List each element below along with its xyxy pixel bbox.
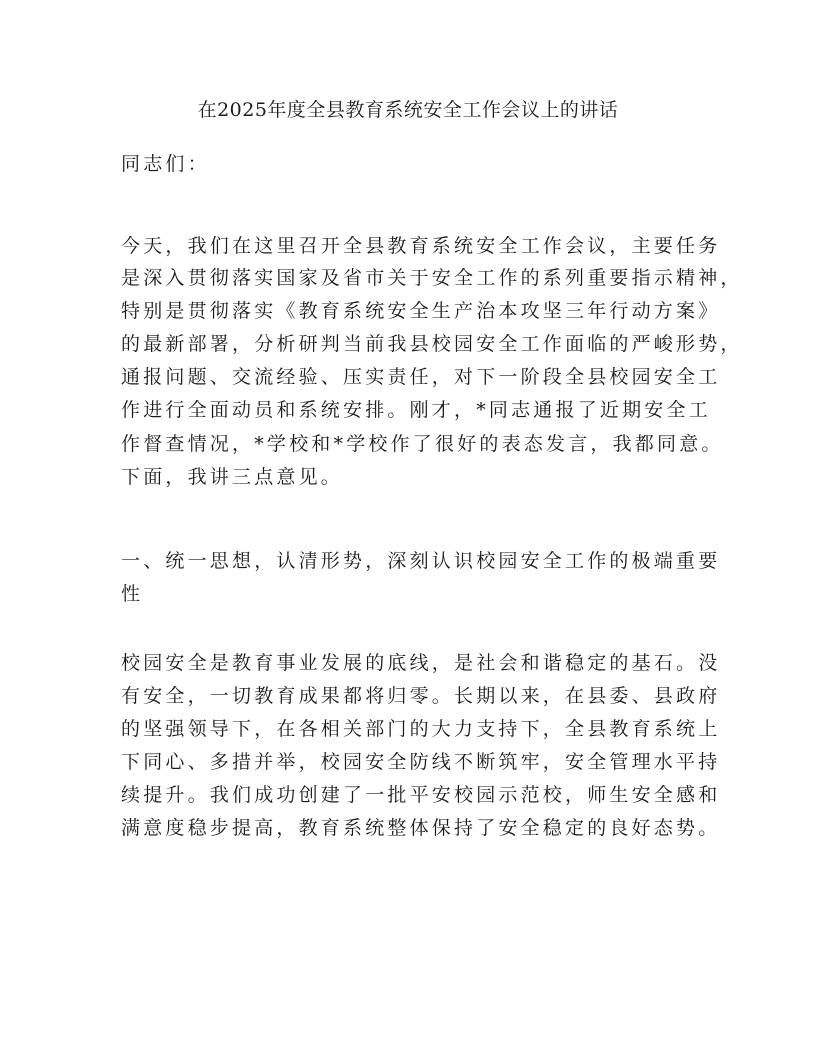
document-title: 在2025年度全县教育系统安全工作会议上的讲话 bbox=[197, 99, 619, 121]
heading-line: 一、统一思想，认清形势，深刻认识校园安全工作的极端重要 bbox=[121, 550, 721, 572]
paragraph-line: 特别是贯彻落实《教育系统安全生产治本攻坚三年行动方案》 bbox=[121, 300, 721, 322]
paragraph-line: 作督查情况，*学校和*学校作了很好的表态发言，我都同意。 bbox=[121, 433, 724, 455]
salutation: 同志们： bbox=[121, 153, 210, 175]
paragraph-line: 的坚强领导下，在各相关部门的大力支持下，全县教育系统上 bbox=[121, 718, 721, 740]
paragraph-line: 是深入贯彻落实国家及省市关于安全工作的系列重要指示精神， bbox=[121, 267, 743, 289]
paragraph-line: 有安全，一切教育成果都将归零。长期以来，在县委、县政府 bbox=[121, 685, 721, 707]
paragraph-line: 校园安全是教育事业发展的底线，是社会和谐稳定的基石。没 bbox=[121, 652, 721, 674]
paragraph-line: 下面，我讲三点意见。 bbox=[121, 466, 344, 488]
paragraph-line: 的最新部署，分析研判当前我县校园安全工作面临的严峻形势， bbox=[121, 333, 743, 355]
paragraph-line: 下同心、多措并举，校园安全防线不断筑牢，安全管理水平持 bbox=[121, 751, 721, 773]
paragraph-line: 满意度稳步提高，教育系统整体保持了安全稳定的良好态势。 bbox=[121, 817, 721, 839]
heading-line: 性 bbox=[121, 583, 144, 605]
paragraph-line: 今天，我们在这里召开全县教育系统安全工作会议，主要任务 bbox=[121, 235, 721, 257]
paragraph-line: 通报问题、交流经验、压实责任，对下一阶段全县校园安全工 bbox=[121, 366, 721, 388]
paragraph-line: 作进行全面动员和系统安排。刚才，*同志通报了近期安全工 bbox=[121, 399, 711, 421]
paragraph-line: 续提升。我们成功创建了一批平安校园示范校，师生安全感和 bbox=[121, 784, 721, 806]
